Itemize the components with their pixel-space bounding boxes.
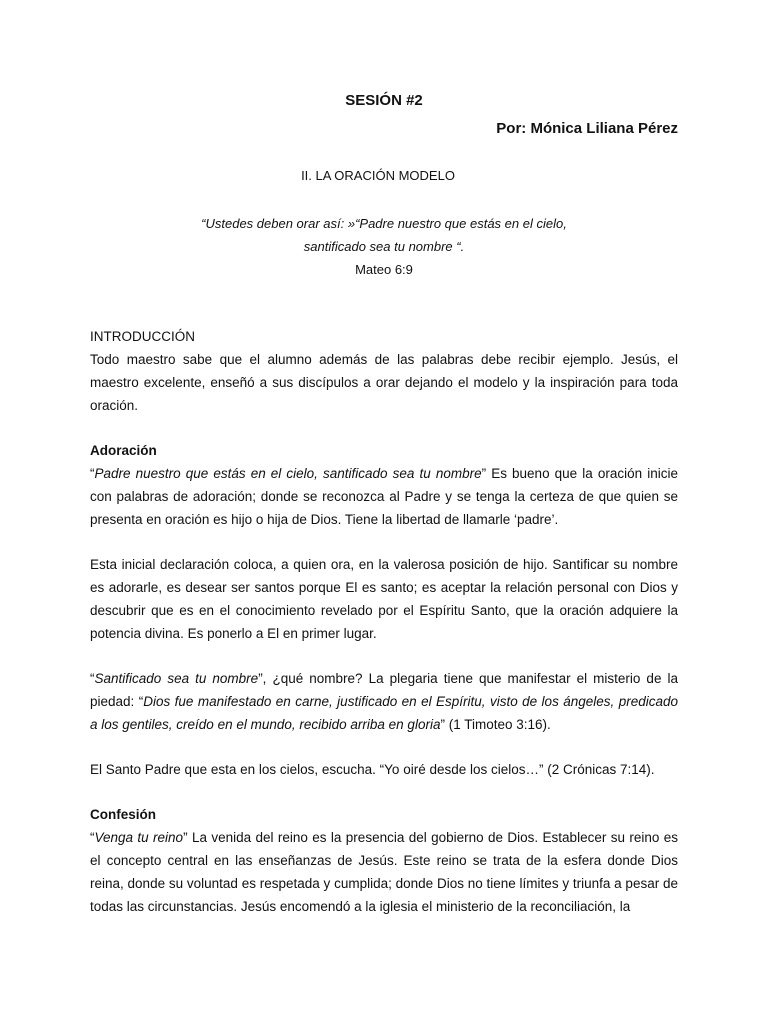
confesion-p1-quote: Venga tu reino <box>94 830 184 845</box>
adoracion-p3-end: ” (1 Timoteo 3:16). <box>440 717 551 732</box>
document-body <box>90 325 678 940</box>
adoracion-p1-quote: Padre nuestro que estás en el cielo, santificado sea tu nombre <box>94 466 482 481</box>
intro-text: Todo maestro sabe que el alumno además de las palabras debe recibir ejemplo. Jesús, el maestro excelente, enseñó a sus discípulos a orar dejando el modelo y la inspiración para toda oración. <box>90 352 678 413</box>
epigraph-reference: Mateo 6:9 <box>355 262 413 277</box>
adoracion-p1-rest: ” Es bueno que la oración inicie con palabras de adoración; donde se reconozca al Padre y se tenga la certeza de que quien se presenta en oración es hijo o hija de Dios. Tiene la libertad de llamarle ‘padre’. <box>90 466 678 527</box>
adoracion-paragraph-1 <box>90 439 678 531</box>
adoracion-p3-open: “ <box>90 671 95 686</box>
adoracion-heading: Adoración <box>90 443 157 458</box>
epigraph-line-1: “Ustedes deben orar así: »“Padre nuestro que estás en el cielo, <box>201 216 567 231</box>
epigraph-line-2: santificado sea tu nombre “. <box>303 239 465 254</box>
adoracion-p3-mid: ”, ¿qué nombre? La plegaria tiene que manifestar el misterio de la piedad: “ <box>90 671 678 709</box>
section-title-text: II. LA ORACIÓN MODELO <box>301 168 455 183</box>
adoracion-p3-quote2: Dios fue manifestado en carne, justificado en el Espíritu, visto de los ángeles, predicado a los gentiles, creído en el mundo, recibido arriba en gloria <box>90 694 678 732</box>
confesion-heading: Confesión <box>90 807 156 822</box>
section-title <box>0 168 768 183</box>
confesion-paragraph-1 <box>90 803 678 918</box>
document-title: SESIÓN #2 <box>345 92 423 109</box>
adoracion-paragraph-3 <box>90 667 678 736</box>
intro-paragraph <box>90 325 678 417</box>
adoracion-paragraph-4: El Santo Padre que esta en los cielos, escucha. “Yo oiré desde los cielos…” (2 Crónicas 7:14). <box>90 762 655 777</box>
adoracion-paragraph-2: Esta inicial declaración coloca, a quien ora, en la valerosa posición de hijo. Santificar su nombre es adorarle, es desear ser santos porque El es santo; es aceptar la relación personal con Dios y descubrir que es en el conocimiento revelado por el Espíritu Santo, que la oración adquiere la potencia divina. Es ponerlo a El en primer lugar. <box>90 557 678 641</box>
confesion-p1-rest: ” La venida del reino es la presencia del gobierno de Dios. Establecer su reino es el concepto central en las enseñanzas de Jesús. Este reino se trata de la esfera donde Dios reina, donde su voluntad es respetada y cumplida; donde Dios no tiene límites y triunfa a pesar de todas las circunstancias. Jesús encomendó a la iglesia el ministerio de la reconciliación, la <box>90 830 678 914</box>
author-line: Por: Mónica Liliana Pérez <box>496 120 678 137</box>
adoracion-p3-quote: Santificado sea tu nombre <box>94 671 259 686</box>
adoracion-p1-open: “ <box>90 466 95 481</box>
confesion-p1-open: “ <box>90 830 95 845</box>
epigraph <box>0 212 768 281</box>
intro-heading: INTRODUCCIÓN <box>90 329 195 344</box>
